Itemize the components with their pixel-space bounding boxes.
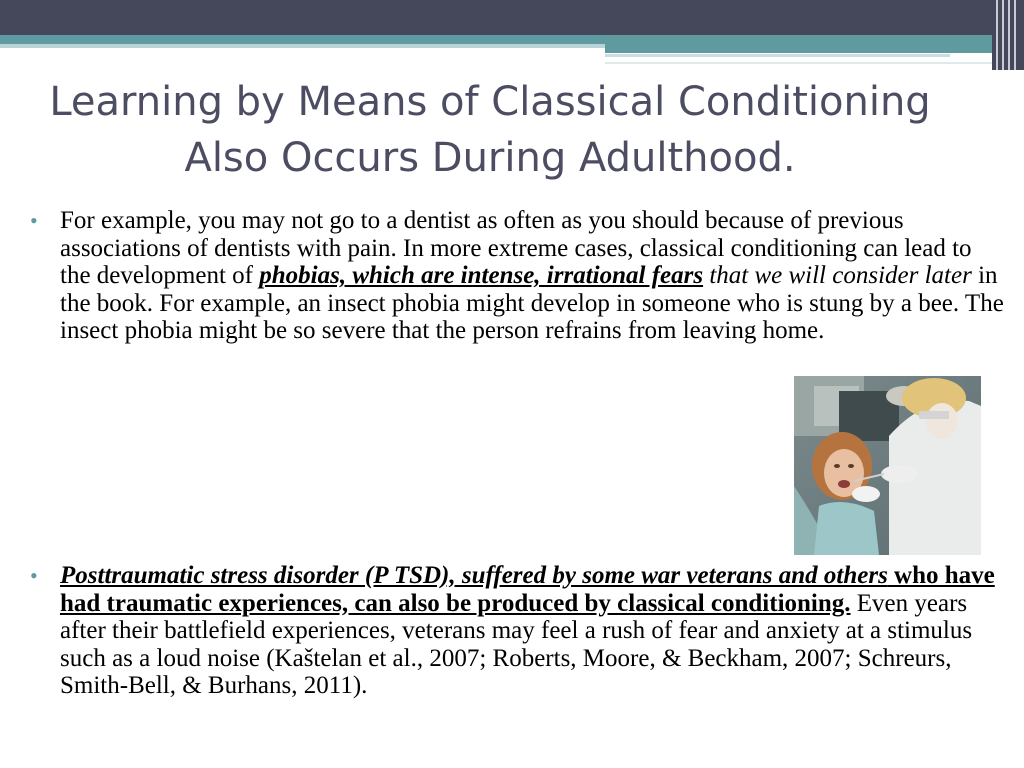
slide-title — [20, 74, 960, 186]
bullet-text-plain: in the book. For example, an insect phobia might develop in someone who is stung by a bee. The insect phobia might be so severe that the person refrains from leaving home. — [60, 262, 1004, 344]
banner-dark-band — [0, 0, 1024, 35]
bullet-icon: • — [30, 563, 38, 588]
bullet-text-bold-underline: who have had traumatic experiences, can also be produced by classical conditioning. — [60, 562, 995, 617]
banner-stripes — [992, 0, 1024, 70]
banner-light-line — [605, 54, 950, 57]
banner-stripe — [996, 0, 998, 70]
slide-title-line-1: Learning by Means of Classical Conditioning — [49, 79, 931, 125]
banner-light-line — [0, 44, 605, 48]
slide-title-line-2: Also Occurs During Adulthood. — [184, 135, 796, 181]
banner-stripe — [1014, 0, 1016, 70]
bullet-text-italic: that we will consider later — [703, 262, 972, 289]
banner-light-line — [605, 62, 1000, 64]
banner-teal-block — [605, 35, 1000, 53]
top-banner — [0, 0, 1024, 70]
bullet-item-ptsd — [30, 562, 1005, 700]
bullet-text — [60, 207, 1005, 345]
bullet-text-plain: For example, you may not go to a dentist as often as you should because of previous associations of dentists with pain. In more extreme cases, classical conditioning can lead to the development of — [60, 207, 972, 289]
bullet-item-dentist — [30, 207, 1005, 345]
banner-stripe — [1002, 0, 1004, 70]
bullet-text-emphasis: Posttraumatic stress disorder (P TSD), suffered by some war veterans and others — [60, 562, 888, 589]
bullet-icon: • — [30, 208, 38, 233]
bullet-text — [60, 562, 1005, 700]
bullet-text-emphasis: phobias, which are intense, irrational fears — [259, 262, 704, 289]
dentist-child-photo — [794, 376, 981, 555]
banner-stripe — [1008, 0, 1010, 70]
bullet-text-plain: Even years after their battlefield experiences, veterans may feel a rush of fear and anxiety at a stimulus such as a loud noise (Kaštelan et al., 2007; Roberts, Moore, & Beckham, 2007; Schreurs, Smith-Bell, & Burhans, 2011). — [60, 589, 973, 699]
